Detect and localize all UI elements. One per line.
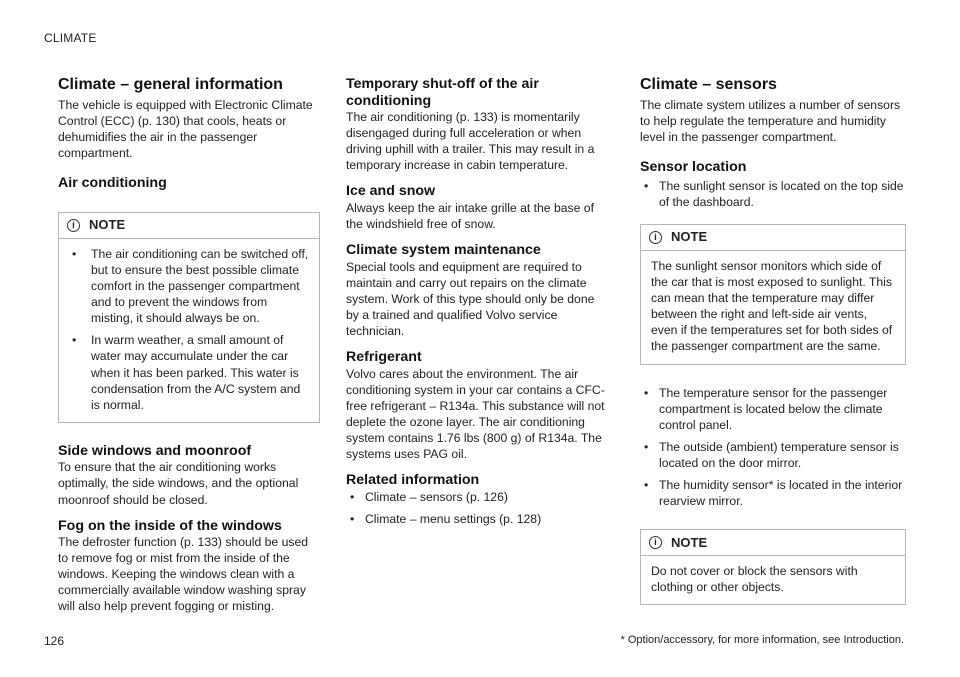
note-header [59, 213, 319, 239]
heading-temporary-shutoff: Temporary shut-off of the air conditioning [346, 76, 539, 109]
column-right [640, 76, 906, 605]
section-title-general: Climate – general information [58, 76, 283, 93]
note-header [641, 225, 905, 251]
general-intro: The vehicle is equipped with Electronic Climate Control (ECC) (p. 130) that cools, heats or dehumidifies the air in the passenger compartment. [58, 98, 313, 161]
maintenance-text: Special tools and equipment are required to maintain and carry out repairs on the climate system. Work of this type should only be done by a trained and qualified Volvo service technician. [346, 259, 595, 338]
temporary-shutoff-text: The air conditioning (p. 133) is momentarily disengaged during full acceleration or when driving uphill with a trailer. This may result in a temporary increase in cabin temperature. [346, 110, 595, 173]
section-title-sensors: Climate – sensors [640, 76, 777, 93]
sensor-list-item: • The outside (ambient) temperature sensor is located on the door mirror. [640, 439, 906, 471]
column-middle [346, 76, 610, 527]
sensor-list-item: • The humidity sensor* is located in the interior rearview mirror. [640, 477, 906, 509]
heading-refrigerant: Refrigerant [346, 349, 422, 366]
sensor-list-item: • The sunlight sensor is located on the top side of the dashboard. [640, 178, 906, 210]
related-link-menu-settings[interactable]: • Climate – menu settings (p. 128) [346, 511, 610, 527]
note-box-sunlight [640, 224, 906, 365]
info-icon: i [649, 231, 662, 244]
note-box-ac [58, 212, 320, 423]
section-header: CLIMATE [44, 31, 97, 45]
info-icon: i [649, 536, 662, 549]
sensor-list-item: • The temperature sensor for the passenger compartment is located below the climate control panel. [640, 385, 906, 433]
related-link-sensors[interactable]: • Climate – sensors (p. 126) [346, 489, 610, 505]
note-label: NOTE [89, 217, 126, 233]
note-box-sensors [640, 529, 906, 605]
note-text-block-sensors: Do not cover or block the sensors with clothing or other objects. [651, 564, 858, 595]
note-header [641, 530, 905, 556]
note-list-item: • In warm weather, a small amount of water may accumulate under the car when it has been parked. This water is condensation from the A/C system and is normal. [69, 332, 309, 412]
ice-snow-text: Always keep the air intake grille at the base of the windshield free of snow. [346, 200, 594, 231]
heading-ice-snow: Ice and snow [346, 183, 436, 200]
note-label: NOTE [671, 534, 708, 550]
heading-sensor-location: Sensor location [640, 159, 747, 176]
page-number: 126 [44, 634, 65, 648]
heading-side-windows: Side windows and moonroof [58, 442, 252, 459]
fog-text: The defroster function (p. 133) should be used to remove fog or mist from the inside of the windows. Keeping the windows clean with a commercially available window washing spray will also help prevent fogging or misting. [58, 535, 308, 614]
side-windows-text: To ensure that the air conditioning works optimally, the side windows, and the optional moonroof should be closed. [58, 460, 299, 507]
heading-maintenance: Climate system maintenance [346, 242, 541, 259]
info-icon: i [67, 219, 80, 232]
footnote: * Option/accessory, for more information, see Introduction. [620, 634, 904, 646]
heading-related-information: Related information [346, 472, 480, 489]
column-left [58, 76, 320, 615]
note-text-sunlight: The sunlight sensor monitors which side of the car that is most exposed to sunlight. This can mean that the temperature may differ between the right and left-side air vents, even if the temperatures set for both sides of the passenger compartment are the same. [651, 258, 893, 354]
refrigerant-text: Volvo cares about the environment. The air conditioning system in your car contains a CFC-free refrigerant – R134a. This substance will not deplete the ozone layer. The air conditioning system contains 1.76 lbs (800 g) of R134a. The systems uses PAG oil. [346, 366, 605, 461]
sensors-intro: The climate system utilizes a number of sensors to help regulate the temperature and humidity level in the passenger compartment. [640, 98, 901, 145]
heading-fog: Fog on the inside of the windows [58, 517, 282, 534]
heading-air-conditioning: Air conditioning [58, 175, 167, 192]
note-list-item: • The air conditioning can be switched off, but to ensure the best possible climate comfort in the passenger compartment and to prevent the windows from misting, it should always be on. [69, 246, 309, 326]
note-label: NOTE [671, 229, 708, 245]
